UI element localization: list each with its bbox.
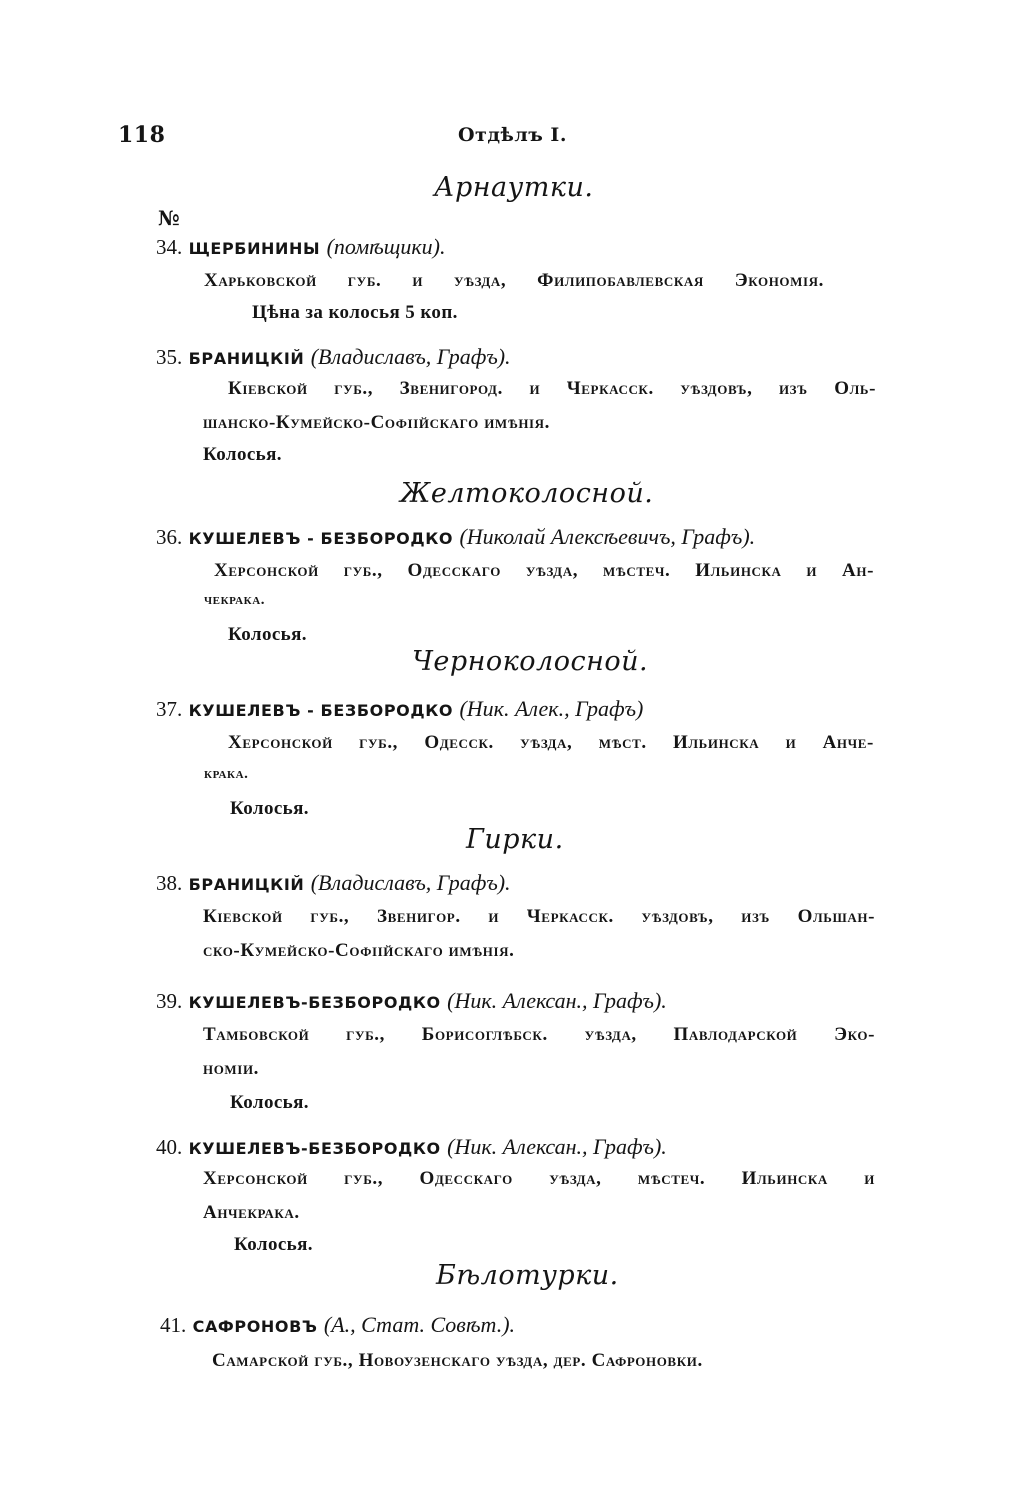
entry-37-head [156,696,643,722]
entry-36-line-2: чекрака. [204,592,266,608]
entry-36-head [156,524,755,550]
entry-desc: (А., Стат. Совѣт.). [323,1312,516,1337]
entry-name: БРАНИЦКІЙ [188,349,305,368]
entry-34-head [156,234,446,260]
entry-name: КУШЕЛЕВЪ - БЕЗБОРОДКО [188,701,454,720]
entry-37-line-3: Колосья. [230,798,309,819]
section-heading-zheltokolosnoy: Желтоколосной. [400,478,654,509]
section-heading-chernokolosnoy: Черноколосной. [412,646,649,677]
entry-40-head [156,1134,667,1160]
entry-36-line-1: Херсонской губ., Одесскаго уѣзда, мѣстеч. Ильинска и Ан- [214,560,874,581]
entry-desc: (помѣщики). [326,234,446,259]
entry-35-line-2: шанско-Кумейско-Софіійскаго имѣнія. [203,412,551,433]
entry-41-line-1: Самарской губ., Новоузенскаго уѣзда, дер. Сафроновки. [212,1350,703,1371]
entry-41-head [160,1312,515,1338]
entry-39-line-3: Колосья. [230,1092,309,1113]
entry-34-line-2: Цѣна за колосья 5 коп. [252,302,458,323]
entry-desc: (Владиславъ, Графъ). [310,870,511,895]
entry-35-line-1: Кіевской губ., Звенигород. и Черкасск. уѣздовъ, изъ Оль- [228,378,876,399]
entry-38-line-1: Кіевской губ., Звенигор. и Черкасск. уѣздовъ, изъ Ольшан- [203,906,875,927]
entry-37-line-1: Херсонской губ., Одесск. уѣзда, мѣст. Ильинска и Анче- [228,732,874,753]
number-sign: № [158,206,180,230]
entry-desc: (Ник. Алексан., Графъ). [447,1134,667,1159]
entry-number: 37. [156,697,183,721]
entry-35-head [156,344,511,370]
page-number: 118 [118,122,166,148]
entry-34-line-1: Харьковской губ. и уѣзда, Филипобавлевская Экономія. [204,270,824,291]
entry-desc: (Николай Алексѣевичъ, Графъ). [459,524,756,549]
entry-38-head [156,870,511,896]
entry-39-line-1: Тамбовской губ., Борисоглѣбск. уѣзда, Павлодарской Эко- [203,1024,875,1045]
entry-40-line-2: Анчекрака. [203,1202,300,1223]
section-heading-girki: Гирки. [466,824,564,855]
entry-37-line-2: крака. [204,766,249,782]
entry-38-line-2: ско-Кумейско-Софіійскаго имѣнія. [203,940,515,961]
entry-name: КУШЕЛЕВЪ - БЕЗБОРОДКО [188,529,454,548]
entry-39-line-2: номіи. [203,1058,260,1079]
entry-name: САФРОНОВЪ [192,1317,318,1336]
section-heading-beloturki: Бѣлотурки. [436,1260,619,1291]
entry-name: ЩЕРБИНИНЫ [188,239,321,258]
entry-desc: (Ник. Алексан., Графъ). [447,988,667,1013]
entry-36-line-3: Колосья. [228,624,307,645]
entry-desc: (Владиславъ, Графъ). [310,344,511,369]
entry-number: 40. [156,1135,183,1159]
section-heading-arnautki: Арнаутки. [434,172,594,203]
entry-number: 41. [160,1313,187,1337]
entry-number: 36. [156,525,183,549]
entry-40-line-1: Херсонской губ., Одесскаго уѣзда, мѣстеч. Ильинска и [203,1168,875,1189]
running-header: Отдѣлъ I. [458,124,567,146]
entry-name: КУШЕЛЕВЪ-БЕЗБОРОДКО [188,993,441,1012]
entry-desc: (Ник. Алек., Графъ) [459,696,644,721]
entry-number: 39. [156,989,183,1013]
entry-39-head [156,988,667,1014]
entry-name: КУШЕЛЕВЪ-БЕЗБОРОДКО [188,1139,441,1158]
entry-number: 35. [156,345,183,369]
entry-number: 38. [156,871,183,895]
entry-40-line-3: Колосья. [234,1234,313,1255]
entry-name: БРАНИЦКІЙ [188,875,305,894]
entry-35-line-3: Колосья. [203,444,282,465]
entry-number: 34. [156,235,183,259]
